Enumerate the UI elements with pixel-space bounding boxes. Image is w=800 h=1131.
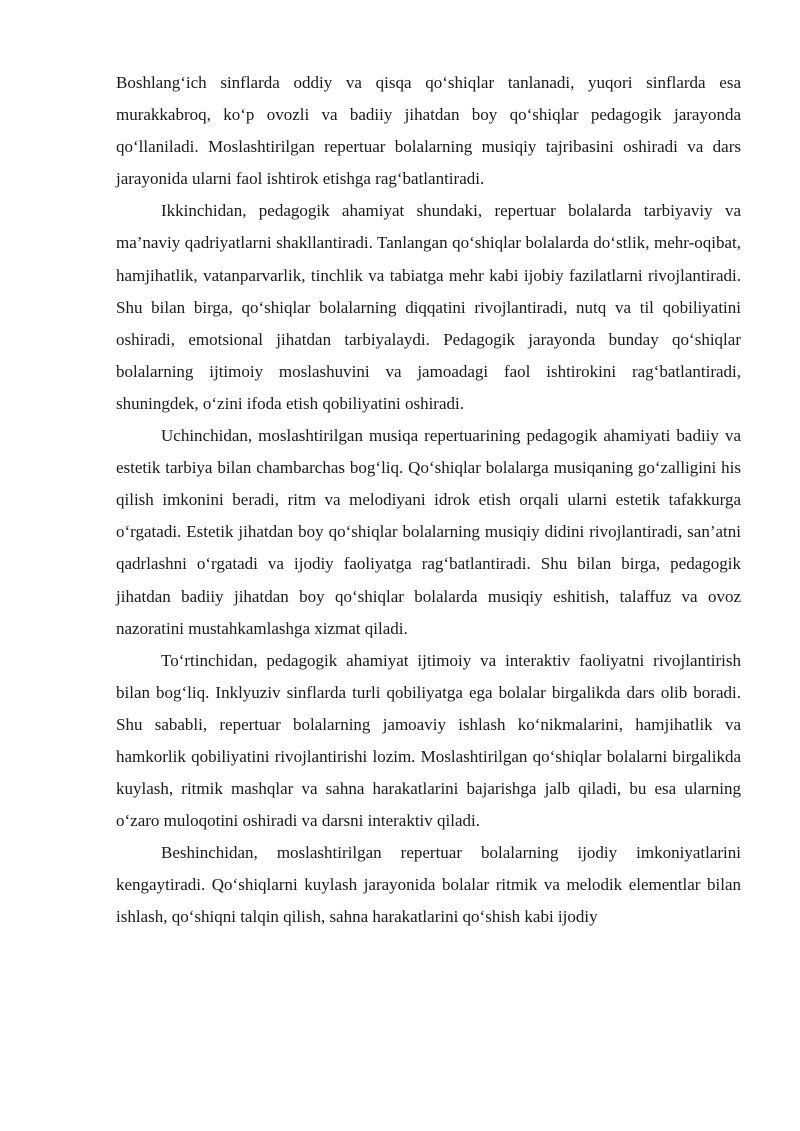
paragraph-5: Beshinchidan, moslashtirilgan repertuar bolalarning ijodiy imkoniyatlarini kengaytiradi. Qo‘shiqlarni kuylash jarayonida bolalar ritmik va melodik elementlar bilan ishlash, qo‘shiqni talqin qilish, sahna harakatlarini qo‘shish kabi ijodiy — [116, 843, 741, 927]
paragraph-4: To‘rtinchidan, pedagogik ahamiyat ijtimoiy va interaktiv faoliyatni rivojlantirish bilan bog‘liq. Inklyuziv sinflarda turli qobiliyatga ega bolalar birgalikda dars olib boradi. Shu sababli, repertuar bolalarning jamoaviy ishlash ko‘nikmalarini, hamjihatlik va hamkorlik qobiliyatini rivojlantirishi lozim. Moslashtirilgan qo‘shiqlar bolalarni birgalikda kuylash, ritmik mashqlar va sahna harakatlarini bajarishga jalb qiladi, bu esa ularning o‘zaro muloqotini oshiradi va darsni interaktiv qiladi. — [116, 650, 741, 831]
document-page — [116, 67, 741, 934]
paragraph-3: Uchinchidan, moslashtirilgan musiqa repertuarining pedagogik ahamiyati badiiy va estetik tarbiya bilan chambarchas bog‘liq. Qo‘shiqlar bolalarga musiqaning go‘zalligini his qilish imkonini beradi, ritm va melodiyani idrok etish orqali ularni estetik tafakkurga o‘rgatadi. Estetik jihatdan boy qo‘shiqlar bolalarning musiqiy didini rivojlantiradi, san’atni qadrlashni o‘rgatadi va ijodiy faoliyatga rag‘batlantiradi. Shu bilan birga, pedagogik jihatdan badiiy jihatdan boy qo‘shiqlar bolalarda musiqiy eshitish, talaffuz va ovoz nazoratini mustahkamlashga xizmat qiladi. — [116, 426, 741, 638]
paragraph-1: Boshlang‘ich sinflarda oddiy va qisqa qo‘shiqlar tanlanadi, yuqori sinflarda esa murakkabroq, ko‘p ovozli va badiiy jihatdan boy qo‘shiqlar pedagogik jarayonda qo‘llaniladi. Moslashtirilgan repertuar bolalarning musiqiy tajribasini oshiradi va dars jarayonida ularni faol ishtirok etishga rag‘batlantiradi. — [116, 73, 741, 189]
paragraph-2: Ikkinchidan, pedagogik ahamiyat shundaki, repertuar bolalarda tarbiyaviy va ma’naviy qadriyatlarni shakllantiradi. Tanlangan qo‘shiqlar bolalarda do‘stlik, mehr-oqibat, hamjihatlik, vatanparvarlik, tinchlik va tabiatga mehr kabi ijobiy fazilatlarni rivojlantiradi. Shu bilan birga, qo‘shiqlar bolalarning diqqatini rivojlantiradi, nutq va til qobiliyatini oshiradi, emotsional jihatdan tarbiyalaydi. Pedagogik jarayonda bunday qo‘shiqlar bolalarning ijtimoiy moslashuvini va jamoadagi faol ishtirokini rag‘batlantiradi, shuningdek, o‘zini ifoda etish qobiliyatini oshiradi. — [116, 201, 741, 413]
